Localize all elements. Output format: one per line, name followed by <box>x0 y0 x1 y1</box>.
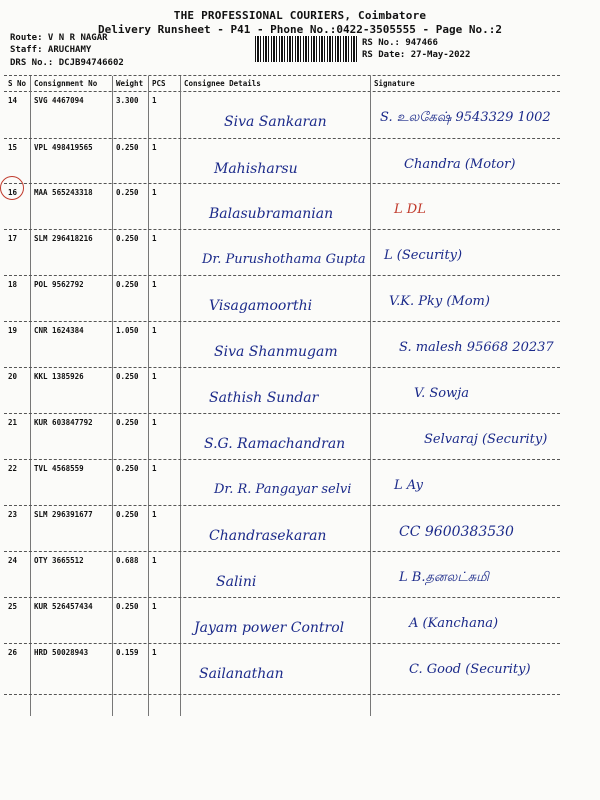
row-sno: 15 <box>8 143 18 152</box>
document-title: THE PROFESSIONAL COURIERS, Coimbatore <box>173 9 427 22</box>
row-pcs: 1 <box>152 234 157 243</box>
row-consignment-no: HRD 50028943 <box>34 648 89 657</box>
row-sno: 20 <box>8 372 18 381</box>
row-consignment-no: SLM 296391677 <box>34 510 93 519</box>
table-row <box>4 506 560 552</box>
row-weight: 0.250 <box>116 234 139 243</box>
col-consignment: Consignment No <box>34 79 98 88</box>
row-pcs: 1 <box>152 188 157 197</box>
row-pcs: 1 <box>152 96 157 105</box>
table-row <box>4 184 560 230</box>
row-pcs: 1 <box>152 372 157 381</box>
row-consignment-no: KKL 1385926 <box>34 372 84 381</box>
row-pcs: 1 <box>152 143 157 152</box>
table-row <box>4 644 560 690</box>
row-weight: 0.250 <box>116 372 139 381</box>
row-consignee-handwritten: Mahisharsu <box>214 161 298 177</box>
row-signature-handwritten: A (Kanchana) <box>409 616 499 631</box>
row-signature-handwritten: S. malesh 95668 20237 <box>399 340 554 355</box>
row-consignee-handwritten: Dr. Purushothama Gupta <box>202 252 366 267</box>
row-pcs: 1 <box>152 418 157 427</box>
table-row <box>4 552 560 598</box>
row-sno: 19 <box>8 326 18 335</box>
row-signature-handwritten: S. உலகேஷ் 9543329 1002 <box>380 110 551 125</box>
row-signature-handwritten: L DL <box>394 202 426 217</box>
row-consignment-no: POL 9562792 <box>34 280 84 289</box>
row-sno: 26 <box>8 648 18 657</box>
row-consignment-no: TVL 4568559 <box>34 464 84 473</box>
row-pcs: 1 <box>152 326 157 335</box>
barcode <box>255 36 358 62</box>
drs-field: DRS No.: DCJB94746602 <box>10 58 124 68</box>
row-weight: 3.300 <box>116 96 139 105</box>
row-signature-handwritten: C. Good (Security) <box>409 662 531 677</box>
row-consignment-no: SVG 4467094 <box>34 96 84 105</box>
col-pcs: PCS <box>152 79 166 88</box>
row-consignee-handwritten: Sathish Sundar <box>209 390 319 406</box>
row-consignment-no: KUR 526457434 <box>34 602 93 611</box>
row-sno: 22 <box>8 464 18 473</box>
table-header <box>4 76 560 92</box>
table-row <box>4 92 560 138</box>
row-consignee-handwritten: Balasubramanian <box>209 206 334 222</box>
row-consignee-handwritten: Visagamoorthi <box>209 298 313 314</box>
row-weight: 0.250 <box>116 280 139 289</box>
row-weight: 0.250 <box>116 510 139 519</box>
row-signature-handwritten: L Ay <box>394 478 423 493</box>
table-row <box>4 230 560 276</box>
row-consignee-handwritten: Sailanathan <box>199 666 284 682</box>
table-row <box>4 322 560 368</box>
table-row <box>4 276 560 322</box>
row-sno: 14 <box>8 96 18 105</box>
row-pcs: 1 <box>152 464 157 473</box>
row-signature-handwritten: L B.தனலட்சுமி <box>399 570 489 585</box>
rs-number: RS No.: 947466 <box>362 38 438 48</box>
row-sno: 17 <box>8 234 18 243</box>
table-row <box>4 414 560 460</box>
row-pcs: 1 <box>152 556 157 565</box>
row-consignee-handwritten: Dr. R. Pangayar selvi <box>214 482 352 497</box>
row-consignee-handwritten: Siva Shanmugam <box>214 344 338 360</box>
table-row <box>4 460 560 506</box>
route-field: Route: V N R NAGAR <box>10 33 108 43</box>
row-signature-handwritten: L (Security) <box>384 248 463 263</box>
col-sno: S No <box>8 79 27 88</box>
row-signature-handwritten: Chandra (Motor) <box>404 157 516 172</box>
row-sno: 24 <box>8 556 18 565</box>
staff-field: Staff: ARUCHAMY <box>10 45 92 55</box>
row-divider <box>4 694 560 695</box>
row-consignment-no: OTY 3665512 <box>34 556 84 565</box>
row-consignment-no: MAA 565243318 <box>34 188 93 197</box>
row-consignee-handwritten: S.G. Ramachandran <box>204 436 346 452</box>
table-row <box>4 598 560 644</box>
row-signature-handwritten: CC 9600383530 <box>399 524 514 540</box>
col-consignee: Consignee Details <box>184 79 261 88</box>
row-pcs: 1 <box>152 648 157 657</box>
row-weight: 0.250 <box>116 602 139 611</box>
row-sno: 23 <box>8 510 18 519</box>
row-signature-handwritten: Selvaraj (Security) <box>424 432 548 447</box>
row-weight: 0.250 <box>116 143 139 152</box>
row-sno: 16 <box>8 188 18 197</box>
col-weight: Weight <box>116 79 144 88</box>
row-sno: 18 <box>8 280 18 289</box>
row-consignment-no: VPL 498419565 <box>34 143 93 152</box>
row-weight: 0.159 <box>116 648 139 657</box>
row-pcs: 1 <box>152 602 157 611</box>
row-signature-handwritten: V.K. Pky (Mom) <box>389 294 490 309</box>
row-consignment-no: CNR 1624384 <box>34 326 84 335</box>
row-weight: 0.250 <box>116 464 139 473</box>
row-weight: 0.688 <box>116 556 139 565</box>
row-consignee-handwritten: Siva Sankaran <box>224 114 327 130</box>
table-row <box>4 139 560 185</box>
row-weight: 0.250 <box>116 188 139 197</box>
rs-date: RS Date: 27-May-2022 <box>362 50 471 60</box>
row-weight: 0.250 <box>116 418 139 427</box>
document-subtitle: Delivery Runsheet - P41 - Phone No.:0422-3505555 - Page No.:2 <box>98 23 502 36</box>
row-consignment-no: SLM 296418216 <box>34 234 93 243</box>
row-weight: 1.050 <box>116 326 139 335</box>
table-row <box>4 368 560 414</box>
row-consignee-handwritten: Chandrasekaran <box>209 528 327 544</box>
row-sno: 21 <box>8 418 18 427</box>
row-signature-handwritten: V. Sowja <box>414 386 470 401</box>
row-consignee-handwritten: Salini <box>216 574 257 590</box>
row-pcs: 1 <box>152 510 157 519</box>
row-pcs: 1 <box>152 280 157 289</box>
row-sno: 25 <box>8 602 18 611</box>
col-signature: Signature <box>374 79 415 88</box>
row-consignee-handwritten: Jayam power Control <box>194 620 345 636</box>
row-consignment-no: KUR 603847792 <box>34 418 93 427</box>
